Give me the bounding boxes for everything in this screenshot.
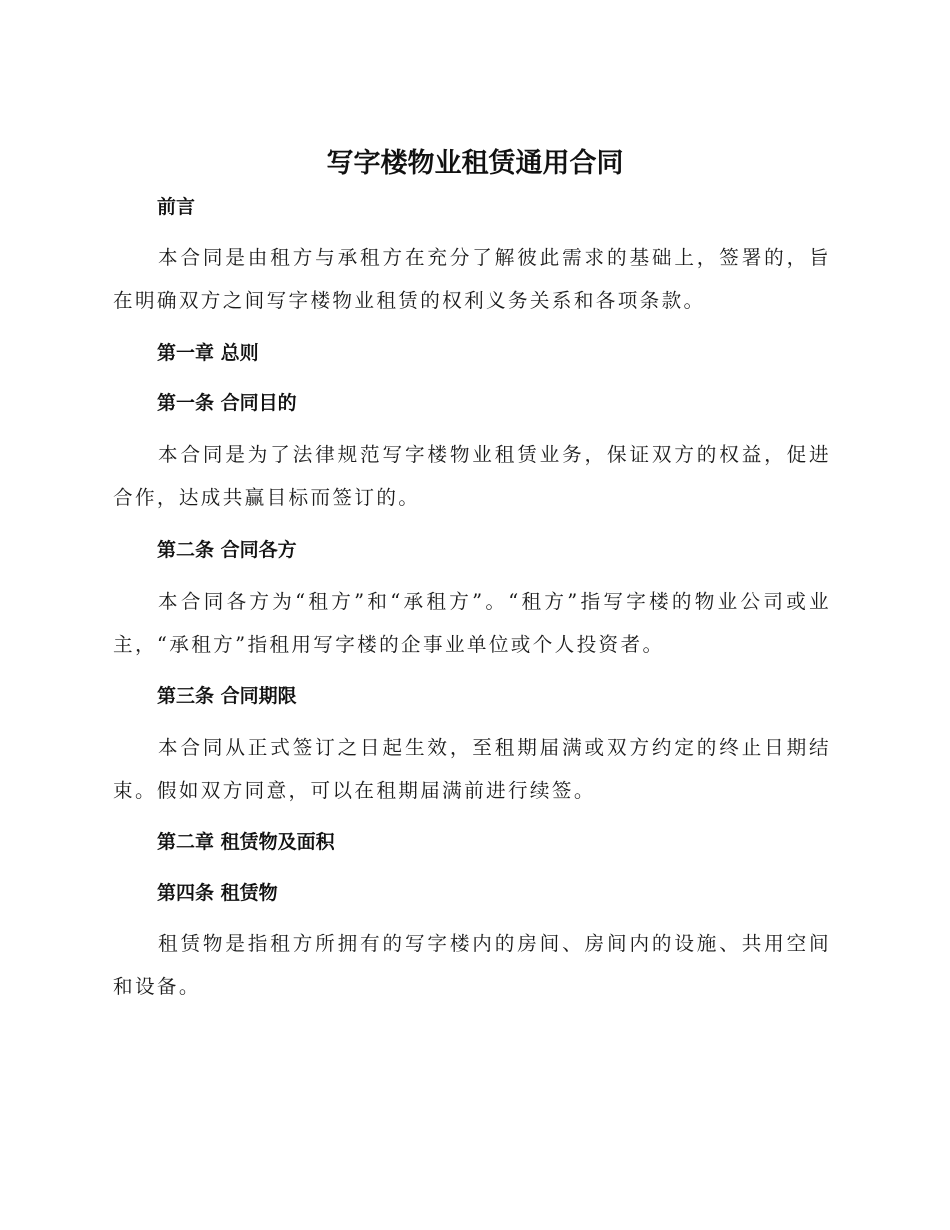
paragraph-article-1: 本合同是为了法律规范写字楼物业租赁业务，保证双方的权益，促进合作，达成共赢目标而签订的。 [113,443,831,509]
article-heading-2: 第二条 合同各方 [157,539,297,561]
paragraph-article-2: 本合同各方为“租方”和“承租方”。“租方”指写字楼的物业公司或业主，“承租方”指租用写字楼的企事业单位或个人投资者。 [113,590,831,656]
paragraph-article-4: 租赁物是指租方所拥有的写字楼内的房间、房间内的设施、共用空间和设备。 [113,932,831,998]
chapter-heading-1: 第一章 总则 [157,342,259,364]
chapter-heading-2: 第二章 租赁物及面积 [157,831,335,853]
article-heading-3: 第三条 合同期限 [157,685,297,707]
article-heading-1: 第一条 合同目的 [157,392,297,414]
paragraph-preface: 本合同是由租方与承租方在充分了解彼此需求的基础上，签署的，旨在明确双方之间写字楼物业租赁的权利义务关系和各项条款。 [113,246,831,312]
document-title: 写字楼物业租赁通用合同 [326,148,624,179]
article-heading-4: 第四条 租赁物 [157,882,278,904]
section-heading-preface: 前言 [157,196,196,218]
paragraph-article-3: 本合同从正式签订之日起生效，至租期届满或双方约定的终止日期结束。假如双方同意，可以在租期届满前进行续签。 [113,736,831,802]
